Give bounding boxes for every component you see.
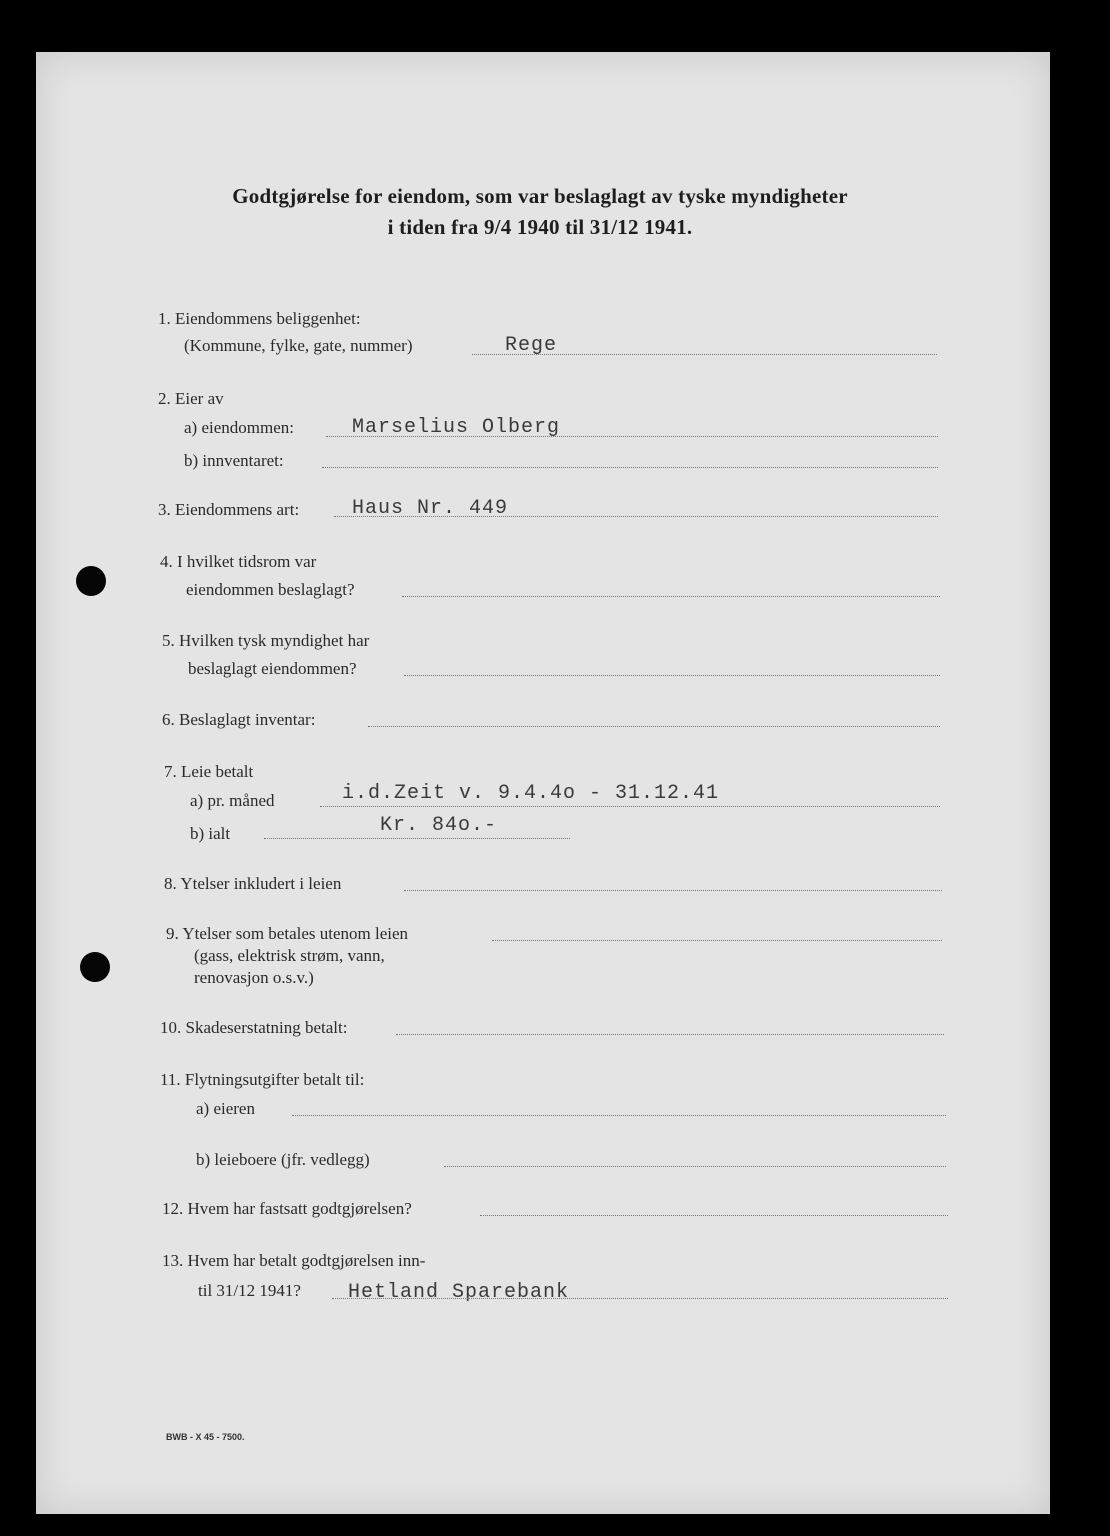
q1-sublabel: (Kommune, fylke, gate, nummer)	[184, 336, 413, 355]
q13-answer: Hetland Sparebank	[348, 1281, 570, 1304]
q5-answer-line	[404, 675, 940, 676]
q8-answer-line	[404, 890, 942, 891]
q2a-answer: Marselius Olberg	[352, 416, 561, 439]
q5-sublabel: beslaglagt eiendommen?	[188, 659, 357, 678]
q3-label: 3. Eiendommens art:	[158, 500, 300, 519]
q2a-answer-line	[326, 436, 938, 437]
q3-answer: Haus Nr. 449	[352, 497, 509, 520]
q2b-label: b) innventaret:	[184, 451, 284, 470]
q1-answer-line	[472, 354, 937, 355]
q2-label: 2. Eier av	[158, 389, 224, 408]
q7a-label: a) pr. måned	[190, 791, 275, 810]
q7b-answer-line	[264, 838, 570, 839]
q2b-answer-line	[322, 467, 938, 468]
q11-label: 11. Flytningsutgifter betalt til:	[160, 1070, 365, 1089]
q11a-answer-line	[292, 1115, 946, 1116]
q11b-label: b) leieboere (jfr. vedlegg)	[196, 1150, 370, 1169]
q13-label: 13. Hvem har betalt godtgjørelsen inn-	[162, 1251, 426, 1270]
q3-answer-line	[334, 516, 938, 517]
q6-label: 6. Beslaglagt inventar:	[162, 710, 316, 729]
q9-sublabel1: (gass, elektrisk strøm, vann,	[194, 946, 385, 965]
q1-label: 1. Eiendommens beliggenhet:	[158, 309, 361, 328]
q1-answer: Rege	[505, 334, 558, 357]
print-code: BWB - X 45 - 7500.	[166, 1432, 245, 1442]
punch-hole-bottom	[80, 952, 110, 982]
q7-label: 7. Leie betalt	[164, 762, 254, 781]
q4-answer-line	[402, 596, 940, 597]
q11b-answer-line	[444, 1166, 946, 1167]
q10-answer-line	[396, 1034, 944, 1035]
form-title-line2: i tiden fra 9/4 1940 til 31/12 1941.	[387, 215, 693, 239]
q8-label: 8. Ytelser inkludert i leien	[164, 874, 342, 893]
q9-label: 9. Ytelser som betales utenom leien	[166, 924, 409, 943]
q11a-label: a) eieren	[196, 1099, 255, 1118]
q7a-answer-line	[320, 806, 940, 807]
q7b-answer: Kr. 84o.-	[380, 814, 498, 837]
q4-label: 4. I hvilket tidsrom var	[160, 552, 317, 571]
q4-sublabel: eiendommen beslaglagt?	[186, 580, 355, 599]
q9-answer-line	[492, 940, 942, 941]
q7a-answer: i.d.Zeit v. 9.4.4o - 31.12.41	[342, 782, 720, 805]
q10-label: 10. Skadeserstatning betalt:	[160, 1018, 348, 1037]
q6-answer-line	[368, 726, 940, 727]
q9-sublabel2: renovasjon o.s.v.)	[194, 968, 314, 987]
punch-hole-top	[76, 566, 106, 596]
form-title-line1: Godtgjørelse for eiendom, som var beslaglagt av tyske myndigheter	[232, 184, 848, 208]
q12-answer-line	[480, 1215, 948, 1216]
q5-label: 5. Hvilken tysk myndighet har	[162, 631, 370, 650]
q2a-label: a) eiendommen:	[184, 418, 294, 437]
q13-sublabel: til 31/12 1941?	[198, 1281, 301, 1300]
q7b-label: b) ialt	[190, 824, 231, 843]
q12-label: 12. Hvem har fastsatt godtgjørelsen?	[162, 1199, 412, 1218]
q13-answer-line	[332, 1298, 948, 1299]
